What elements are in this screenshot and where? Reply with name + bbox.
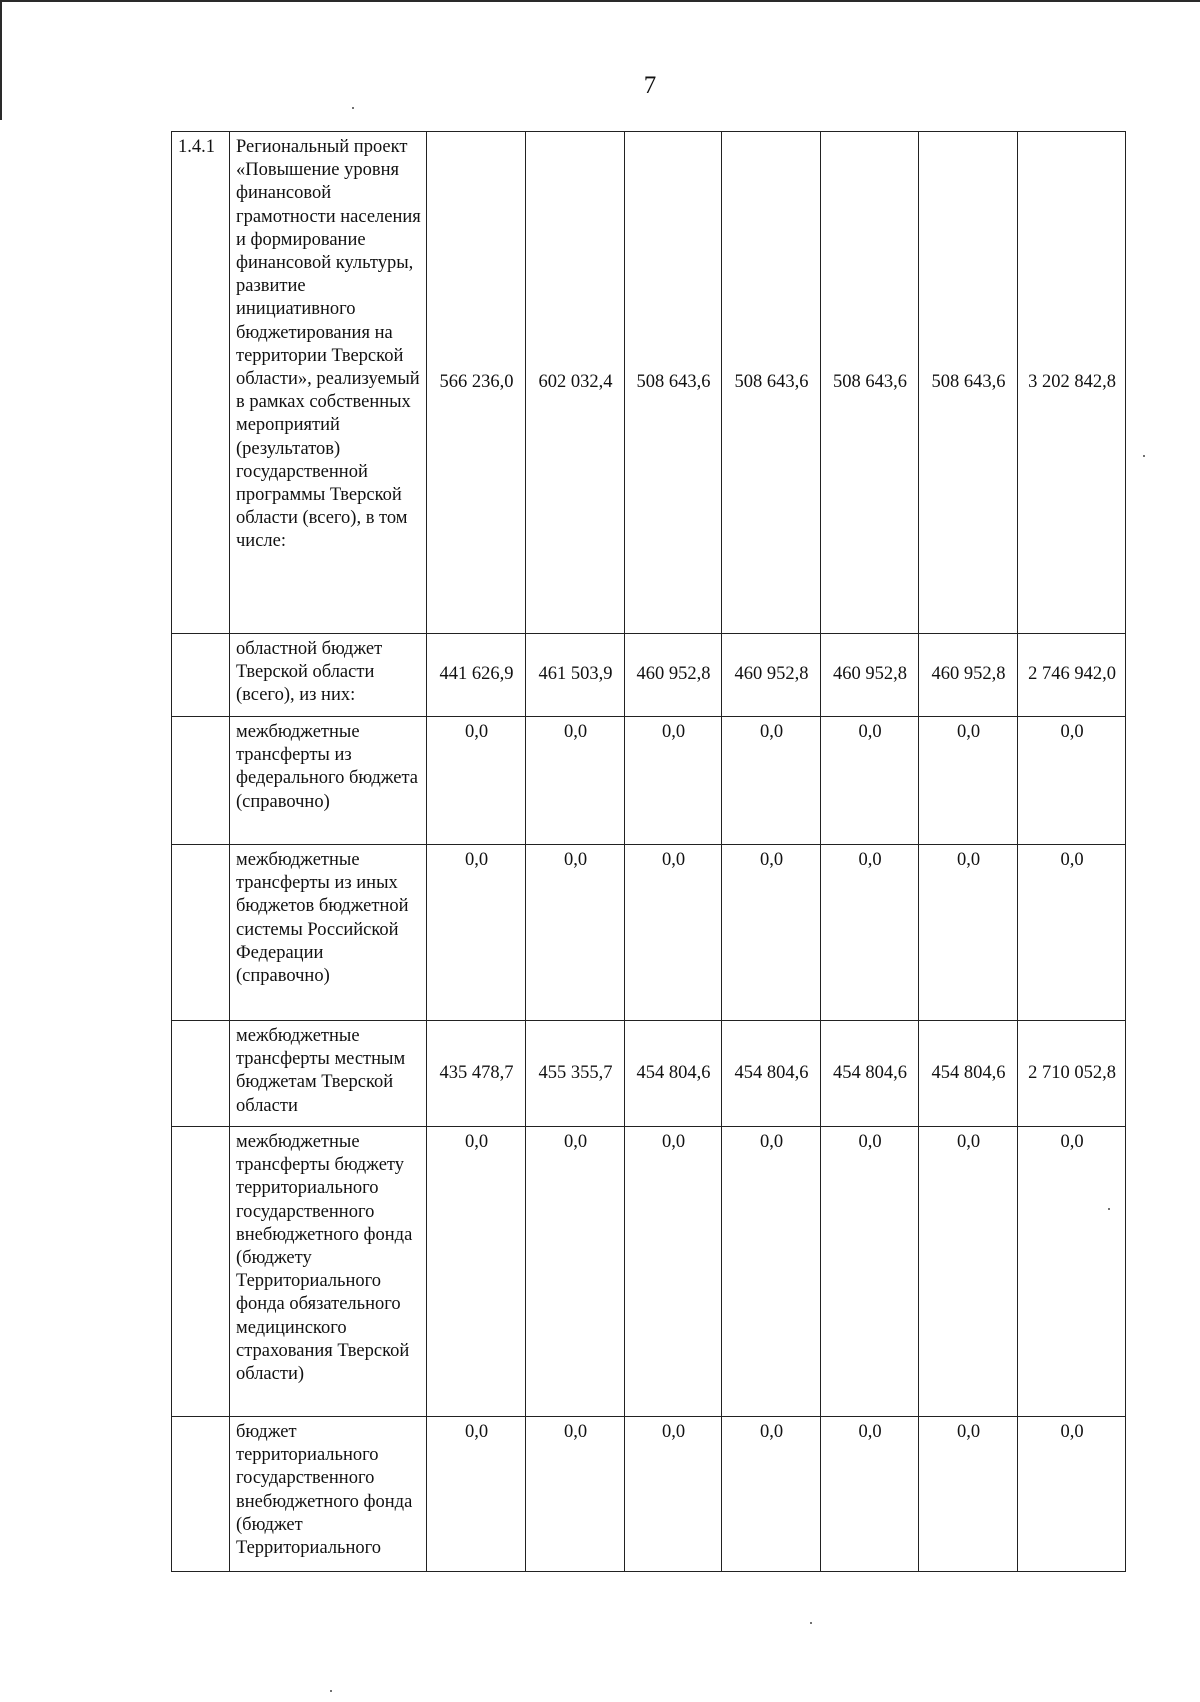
row-description: межбюджетные трансферты из иных бюджетов бюджетной системы Российской Федерации (справочно): [230, 845, 427, 1021]
row-description: межбюджетные трансферты местным бюджетам Тверской области: [230, 1021, 427, 1127]
value-cell: 602 032,4: [526, 132, 625, 634]
row-code: [172, 1417, 230, 1572]
table-row: [172, 1127, 1126, 1417]
value-cell: 0,0: [625, 1417, 722, 1572]
total-cell: 2 710 052,8: [1018, 1021, 1126, 1127]
scan-speck: [810, 1622, 812, 1624]
table-row: [172, 1021, 1126, 1127]
scan-speck: [330, 1690, 332, 1692]
value-cell: 0,0: [427, 717, 526, 845]
value-cell: 0,0: [427, 1417, 526, 1572]
table-row: [172, 717, 1126, 845]
row-code: 1.4.1: [172, 132, 230, 634]
value-cell: 0,0: [526, 717, 625, 845]
total-cell: 0,0: [1018, 1417, 1126, 1572]
value-cell: 460 952,8: [722, 634, 821, 717]
table-row: [172, 132, 1126, 634]
row-code: [172, 845, 230, 1021]
value-cell: 454 804,6: [722, 1021, 821, 1127]
row-code: [172, 1021, 230, 1127]
value-cell: 455 355,7: [526, 1021, 625, 1127]
value-cell: 508 643,6: [722, 132, 821, 634]
value-cell: 0,0: [722, 845, 821, 1021]
scan-edge-top: [0, 0, 1200, 2]
value-cell: 454 804,6: [919, 1021, 1018, 1127]
value-cell: 508 643,6: [821, 132, 919, 634]
value-cell: 0,0: [427, 845, 526, 1021]
total-cell: 0,0: [1018, 845, 1126, 1021]
value-cell: 508 643,6: [625, 132, 722, 634]
total-cell: 0,0: [1018, 1127, 1126, 1417]
value-cell: 0,0: [526, 1127, 625, 1417]
value-cell: 460 952,8: [821, 634, 919, 717]
total-cell: 2 746 942,0: [1018, 634, 1126, 717]
row-code: [172, 1127, 230, 1417]
value-cell: 0,0: [919, 1127, 1018, 1417]
value-cell: 566 236,0: [427, 132, 526, 634]
value-cell: 0,0: [821, 845, 919, 1021]
value-cell: 0,0: [722, 717, 821, 845]
value-cell: 0,0: [821, 1417, 919, 1572]
row-code: [172, 634, 230, 717]
value-cell: 0,0: [919, 1417, 1018, 1572]
value-cell: 0,0: [625, 845, 722, 1021]
value-cell: 460 952,8: [625, 634, 722, 717]
value-cell: 454 804,6: [821, 1021, 919, 1127]
scan-speck: [352, 107, 354, 109]
row-description: областной бюджет Тверской области (всего), из них:: [230, 634, 427, 717]
value-cell: 0,0: [625, 717, 722, 845]
value-cell: 441 626,9: [427, 634, 526, 717]
value-cell: 0,0: [919, 845, 1018, 1021]
value-cell: 508 643,6: [919, 132, 1018, 634]
table-row: [172, 634, 1126, 717]
scan-edge-left: [0, 0, 2, 120]
row-description: межбюджетные трансферты из федерального бюджета (справочно): [230, 717, 427, 845]
row-description: межбюджетные трансферты бюджету территориального государственного внебюджетного фонда (бюджету Территориального фонда обязательного медицинского страхования Тверской области): [230, 1127, 427, 1417]
row-description: бюджет территориального государственного внебюджетного фонда (бюджет Территориального: [230, 1417, 427, 1572]
row-description: Региональный проект «Повышение уровня финансовой грамотности населения и формирование финансовой культуры, развитие инициативного бюджетирования на территории Тверской области», реализуемый в рамках собственных мероприятий (результатов) государственной программы Тверской области (всего), в том числе:: [230, 132, 427, 634]
table-row: [172, 1417, 1126, 1572]
value-cell: 435 478,7: [427, 1021, 526, 1127]
value-cell: 0,0: [722, 1127, 821, 1417]
value-cell: 0,0: [919, 717, 1018, 845]
row-code: [172, 717, 230, 845]
value-cell: 0,0: [821, 717, 919, 845]
value-cell: 0,0: [625, 1127, 722, 1417]
value-cell: 0,0: [526, 845, 625, 1021]
value-cell: 0,0: [427, 1127, 526, 1417]
scan-speck: [1143, 455, 1145, 457]
value-cell: 0,0: [821, 1127, 919, 1417]
total-cell: 0,0: [1018, 717, 1126, 845]
value-cell: 460 952,8: [919, 634, 1018, 717]
value-cell: 454 804,6: [625, 1021, 722, 1127]
total-cell: 3 202 842,8: [1018, 132, 1126, 634]
value-cell: 0,0: [526, 1417, 625, 1572]
table-row: [172, 845, 1126, 1021]
value-cell: 461 503,9: [526, 634, 625, 717]
page-number: 7: [643, 72, 657, 99]
budget-table: [171, 131, 1126, 1572]
value-cell: 0,0: [722, 1417, 821, 1572]
